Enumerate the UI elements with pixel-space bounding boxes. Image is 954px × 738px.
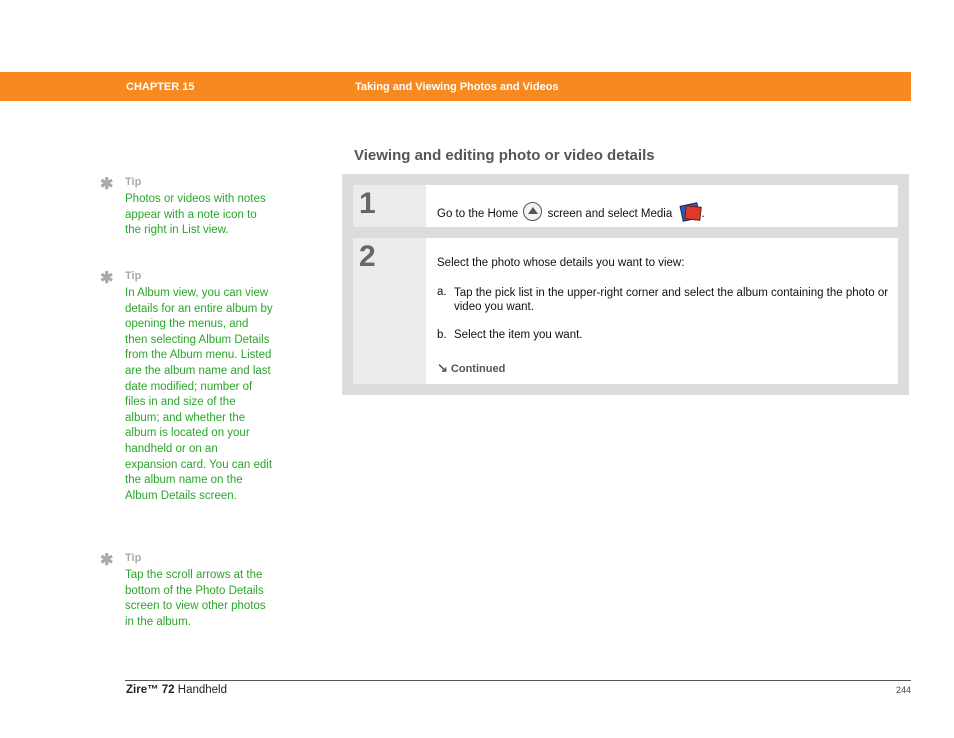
step-1-text-part: Go to the Home [437, 208, 519, 220]
continued-arrow-icon: ↘ [437, 360, 448, 375]
tip-body: Tap the scroll arrows at the bottom of the Photo Details screen to view other photos in the album. [125, 569, 266, 628]
step-2 [353, 238, 898, 384]
footer-product-suffix: Handheld [174, 684, 228, 696]
page-number: 244 [895, 685, 911, 695]
tip-label: Tip [125, 552, 142, 564]
tip-body: Photos or videos with notes appear with a note icon to the right in List view. [125, 193, 266, 237]
step-number-cell [353, 238, 426, 384]
tip-star-icon: ✱ [100, 270, 114, 287]
step-1-text-part: screen and select Media [547, 208, 673, 220]
list-marker: b. [437, 329, 447, 341]
continued-label: Continued [450, 363, 506, 375]
media-icon [679, 202, 701, 220]
chapter-label: CHAPTER 15 [126, 81, 195, 93]
list-item-text: Select the item you want. [454, 329, 583, 341]
tip-star-icon: ✱ [100, 552, 114, 569]
tip-star-icon: ✱ [100, 176, 114, 193]
step-1 [353, 185, 898, 227]
footer-product-name: Zire™ 72 [126, 684, 175, 696]
step-1-text-part: . [701, 208, 705, 220]
chapter-title: Taking and Viewing Photos and Videos [355, 81, 559, 93]
step-number-cell [353, 185, 426, 227]
step-number: 2 [359, 240, 376, 273]
footer-divider [125, 680, 911, 681]
continued-link[interactable] [437, 360, 505, 376]
section-title: Viewing and editing photo or video details [354, 147, 655, 164]
step-2-item-b [437, 329, 892, 341]
footer-product [126, 684, 227, 696]
step-2-intro: Select the photo whose details you want to view: [437, 257, 685, 269]
step-1-text [437, 202, 705, 221]
list-marker: a. [437, 286, 447, 298]
tip-body: In Album view, you can view details for an entire album by opening the menus, and then selecting Album Details from the Album menu. Listed are the album name and last date modified; number of files in and size of the album; and whether the album is located on your handheld or on an expansion card. You can edit the album name on the Album Details screen. [125, 287, 273, 502]
home-icon [523, 202, 542, 221]
list-item-text: Tap the pick list in the upper-right corner and select the album containing the photo or video you want. [454, 287, 889, 313]
tip-label: Tip [125, 270, 142, 282]
tip-label: Tip [125, 176, 142, 188]
step-number: 1 [359, 187, 376, 220]
step-2-item-a [437, 286, 892, 314]
